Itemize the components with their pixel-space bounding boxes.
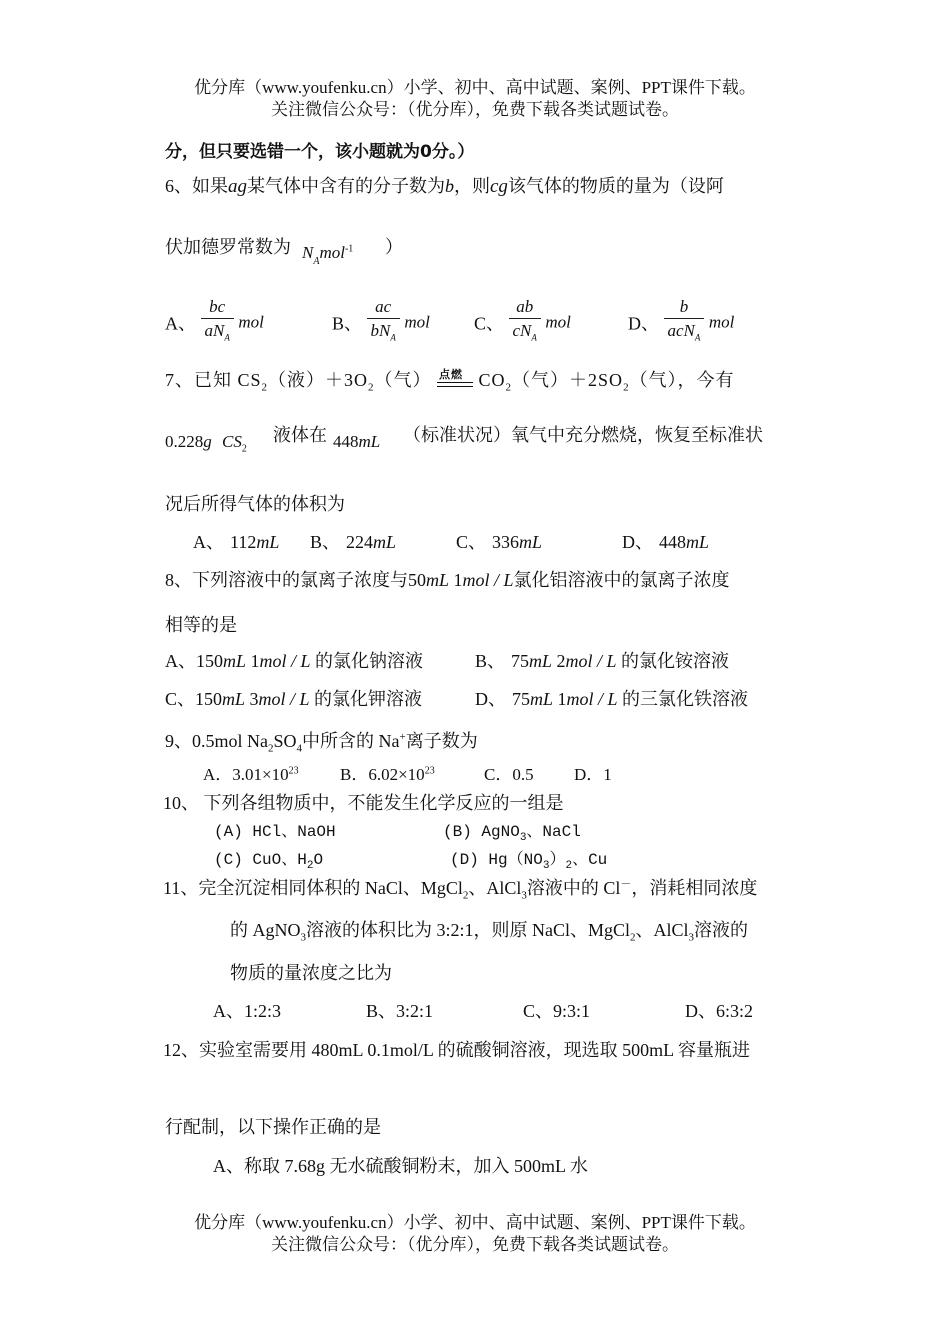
q6-option-a bbox=[165, 296, 264, 349]
q9-text: SO bbox=[273, 731, 297, 751]
intro-text: 分，但只要选错一个，该小题就为0分。） bbox=[165, 142, 475, 162]
subscript: 3 bbox=[300, 931, 306, 944]
option-label: C．0.5 bbox=[484, 765, 534, 784]
q8-option-a bbox=[165, 647, 423, 673]
option-conc: 2 bbox=[556, 651, 566, 671]
footer-line-2: 关注微信公众号：（优分库），免费下载各类试题试卷。 bbox=[271, 1235, 679, 1254]
q11-stem-line1 bbox=[163, 874, 757, 902]
option-label: A．3.01×10 bbox=[203, 765, 289, 784]
option-conc: 1 bbox=[557, 689, 567, 709]
option-label: A、 bbox=[165, 313, 196, 334]
q7-text-rest: （标准状况）氧气中充分燃烧，恢复至标准状 bbox=[403, 425, 763, 445]
q7-text: CO bbox=[478, 370, 506, 390]
q9-option-c bbox=[484, 760, 534, 785]
q10-option-a: (A) HCl、NaOH bbox=[214, 823, 336, 841]
subscript: 2 bbox=[261, 381, 269, 394]
subscript: A bbox=[531, 332, 537, 343]
denominator: aN bbox=[204, 321, 225, 340]
q6-text: 6、如果 bbox=[165, 176, 228, 196]
q10-option-d bbox=[450, 846, 607, 872]
q11-text: 11、完全沉淀相同体积的 NaCl、MgCl bbox=[163, 878, 463, 898]
na-subscript: A bbox=[313, 256, 320, 267]
superscript: － bbox=[620, 878, 632, 890]
unit: mol bbox=[238, 312, 264, 332]
option-label: C、 bbox=[456, 532, 487, 552]
subscript: 2 bbox=[565, 860, 573, 873]
option-conc: 3 bbox=[249, 689, 259, 709]
option-conc-unit: mol / L bbox=[258, 689, 310, 709]
q9-option-a bbox=[203, 760, 299, 785]
q8-volume-unit: mL bbox=[426, 570, 450, 590]
q6-text: ，则 bbox=[454, 176, 490, 196]
option-label: D、 bbox=[622, 532, 653, 552]
q11-text: 溶液中的 Cl bbox=[526, 878, 621, 898]
q7-equation-line bbox=[165, 366, 735, 394]
q7-text: （液）＋3O bbox=[268, 370, 369, 390]
option-label: C、 bbox=[165, 689, 196, 709]
option-volume: 75 bbox=[512, 689, 530, 709]
option-text: 的氯化钠溶液 bbox=[315, 651, 424, 671]
option-volume: 75 bbox=[511, 651, 530, 671]
q10-option-b bbox=[443, 818, 581, 844]
option-label: A、 bbox=[165, 651, 196, 671]
option-conc-unit: mol / L bbox=[259, 651, 311, 671]
subscript: 2 bbox=[268, 742, 274, 755]
q11-text: 溶液的 bbox=[694, 920, 749, 940]
q7-text: （气） bbox=[374, 370, 432, 390]
q11-text: 溶液的体积比为 3:2:1，则原 NaCl、MgCl bbox=[306, 920, 631, 940]
q11-text: 、AlCl bbox=[635, 920, 689, 940]
option-label: B、 bbox=[475, 651, 506, 671]
option-label: D．1 bbox=[574, 765, 612, 784]
numerator: ac bbox=[375, 297, 392, 316]
option-unit: mL bbox=[373, 532, 397, 552]
option-volume-unit: mL bbox=[530, 689, 554, 709]
option-text: (C) CuO、H bbox=[214, 851, 307, 869]
q6-var-a: ag bbox=[228, 176, 247, 197]
option-value: 336 bbox=[492, 532, 520, 552]
option-label: B．6.02×10 bbox=[340, 765, 425, 784]
option-text: (B) AgNO bbox=[443, 823, 520, 841]
q7-volume bbox=[333, 432, 380, 452]
option-volume-unit: mL bbox=[222, 689, 246, 709]
q8-text: 8、下列溶液中的氯离子浓度与 bbox=[165, 570, 408, 590]
q8-stem-line1 bbox=[165, 566, 730, 592]
q6-option-d bbox=[628, 296, 734, 349]
option-text: 、NaCl bbox=[526, 823, 581, 841]
option-unit: mL bbox=[256, 532, 280, 552]
option-volume: 150 bbox=[195, 689, 223, 709]
q9-option-d bbox=[574, 760, 612, 785]
q11-option-a: A、1:2:3 bbox=[213, 1001, 282, 1021]
q12-option-a: A、称取 7.68g 无水硫酸铜粉末，加入 500mL 水 bbox=[213, 1156, 588, 1176]
option-volume: 150 bbox=[196, 651, 223, 671]
subscript: 3 bbox=[519, 832, 527, 845]
q8-option-c bbox=[165, 685, 422, 711]
q7-option-d bbox=[622, 528, 709, 554]
fraction bbox=[509, 296, 541, 349]
q8-option-b bbox=[475, 647, 729, 673]
option-label: C、 bbox=[474, 313, 505, 334]
q8-stem-line2: 相等的是 bbox=[165, 615, 237, 635]
q6-close-paren: ） bbox=[385, 237, 403, 257]
option-label: B、 bbox=[310, 532, 341, 552]
q12-stem-line2: 行配制，以下操作正确的是 bbox=[165, 1117, 381, 1137]
subscript: 4 bbox=[296, 742, 303, 755]
q9-text: 中所含的 Na bbox=[302, 731, 400, 751]
option-conc: 1 bbox=[250, 651, 260, 671]
q9-text: 离子数为 bbox=[405, 731, 478, 751]
numerator: bc bbox=[209, 297, 226, 316]
q10-stem: 10、 下列各组物质中，不能发生化学反应的一组是 bbox=[163, 793, 564, 813]
subscript: 2 bbox=[462, 889, 469, 902]
subscript: A bbox=[224, 332, 230, 343]
q7-option-a bbox=[193, 528, 279, 554]
fraction bbox=[664, 296, 705, 349]
q11-stem-line3: 物质的量浓度之比为 bbox=[230, 963, 392, 983]
na-exponent: -1 bbox=[344, 243, 354, 255]
option-label: A、 bbox=[193, 532, 224, 552]
q8-conc-unit: mol / L bbox=[462, 570, 514, 590]
q7-text: （气）＋2SO bbox=[512, 370, 624, 390]
cs-symbol: CS bbox=[222, 432, 242, 451]
option-label: B、 bbox=[332, 313, 363, 334]
q11-text: 的 AgNO bbox=[230, 920, 301, 940]
option-unit: mL bbox=[686, 532, 710, 552]
q6-text: 某气体中含有的分子数为 bbox=[247, 176, 445, 196]
denominator: acN bbox=[667, 321, 695, 340]
subscript: 2 bbox=[368, 381, 375, 394]
q8-text: 氯化铝溶液中的氯离子浓度 bbox=[513, 570, 730, 590]
reaction-arrow bbox=[437, 367, 473, 392]
header-line-2: 关注微信公众号：（优分库），免费下载各类试题试卷。 bbox=[271, 100, 679, 119]
q8-conc: 1 bbox=[453, 570, 463, 590]
subscript: 2 bbox=[306, 860, 314, 873]
q6-stem-line1 bbox=[165, 172, 724, 198]
subscript: A bbox=[390, 332, 396, 343]
q9-option-b bbox=[340, 760, 435, 785]
q7-option-b bbox=[310, 528, 396, 554]
header-line-1: 优分库（www.youfenku.cn）小学、初中、高中试题、案例、PPT课件下载。 bbox=[194, 78, 756, 97]
q9-stem bbox=[165, 727, 478, 755]
q6-text: 伏加德罗常数为 bbox=[165, 237, 291, 257]
q6-option-b bbox=[332, 296, 430, 349]
option-text: ） bbox=[549, 851, 566, 869]
q7-stem-end: 况后所得气体的体积为 bbox=[165, 494, 345, 514]
q6-var-b: b bbox=[445, 176, 454, 196]
unit: mol bbox=[545, 312, 571, 332]
fraction bbox=[201, 296, 234, 349]
option-value: 224 bbox=[346, 532, 374, 552]
q7-text-liquid: 液体在 bbox=[273, 425, 327, 445]
subscript: 2 bbox=[630, 931, 636, 944]
superscript: 23 bbox=[424, 765, 435, 777]
option-volume-unit: mL bbox=[529, 651, 553, 671]
q11-text: 、AlCl bbox=[468, 878, 522, 898]
subscript: 3 bbox=[521, 889, 527, 902]
avogadro-symbol bbox=[302, 243, 353, 267]
superscript: + bbox=[399, 731, 406, 743]
q10-option-c bbox=[214, 846, 323, 872]
numerator: b bbox=[679, 297, 689, 316]
option-text: (D) Hg（NO bbox=[450, 851, 543, 869]
option-text: 的氯化钾溶液 bbox=[314, 689, 423, 709]
option-conc-unit: mol / L bbox=[566, 689, 618, 709]
denominator: cN bbox=[512, 321, 532, 340]
subscript: 2 bbox=[241, 443, 247, 455]
option-value: 448 bbox=[659, 532, 686, 552]
option-label: D、 bbox=[475, 689, 506, 709]
q8-volume: 50 bbox=[408, 570, 426, 590]
q6-option-c bbox=[474, 296, 571, 349]
subscript: 2 bbox=[505, 381, 513, 394]
option-conc-unit: mol / L bbox=[565, 651, 617, 671]
q9-text: 9、0.5mol Na bbox=[165, 731, 268, 751]
option-label: D、 bbox=[628, 313, 659, 334]
option-text: 、Cu bbox=[572, 851, 608, 869]
numerator: ab bbox=[516, 297, 534, 316]
volume-unit: mL bbox=[358, 432, 381, 451]
denominator: bN bbox=[370, 321, 391, 340]
q11-option-c: C、9:3:1 bbox=[523, 1001, 591, 1021]
q11-option-b: B、3:2:1 bbox=[366, 1001, 434, 1021]
q6-text: 该气体的物质的量为（设阿 bbox=[507, 176, 724, 196]
unit: mol bbox=[708, 312, 735, 332]
mass-unit: g bbox=[203, 432, 212, 451]
volume-value: 448 bbox=[333, 432, 359, 451]
q11-option-d: D、6:3:2 bbox=[685, 1001, 754, 1021]
superscript: 23 bbox=[288, 765, 299, 777]
option-text: 的三氯化铁溶液 bbox=[622, 689, 749, 709]
q12-stem-line1: 12、实验室需要用 480mL 0.1mol/L 的硫酸铜溶液，现选取 500mL 容量瓶进 bbox=[163, 1040, 750, 1060]
na-symbol: N bbox=[302, 243, 314, 262]
q7-text: 7、已知 CS bbox=[165, 370, 262, 390]
option-text: 的氯化铵溶液 bbox=[621, 651, 730, 671]
footer-line-1: 优分库（www.youfenku.cn）小学、初中、高中试题、案例、PPT课件下载。 bbox=[194, 1213, 756, 1232]
subscript: 3 bbox=[542, 860, 550, 873]
q7-mass bbox=[165, 432, 247, 454]
subscript: A bbox=[694, 332, 701, 343]
q7-option-c bbox=[456, 528, 542, 554]
q7-text: （气），今有 bbox=[629, 370, 735, 390]
unit: mol bbox=[404, 312, 430, 332]
q6-var-c: cg bbox=[490, 176, 508, 197]
option-unit: mL bbox=[519, 532, 543, 552]
q11-stem-line2 bbox=[230, 916, 748, 944]
mass-value: 0.228 bbox=[165, 432, 204, 451]
q11-text: ，消耗相同浓度 bbox=[631, 878, 758, 898]
subscript: 3 bbox=[688, 931, 695, 944]
option-volume-unit: mL bbox=[223, 651, 247, 671]
option-value: 112 bbox=[230, 532, 257, 552]
q6-stem-line2 bbox=[165, 233, 291, 259]
arrow-label: 点燃 bbox=[439, 367, 464, 381]
fraction bbox=[367, 296, 400, 349]
q8-option-d bbox=[475, 685, 748, 711]
na-unit: mol bbox=[319, 243, 345, 262]
subscript: 2 bbox=[623, 381, 630, 394]
option-text: O bbox=[313, 851, 324, 869]
